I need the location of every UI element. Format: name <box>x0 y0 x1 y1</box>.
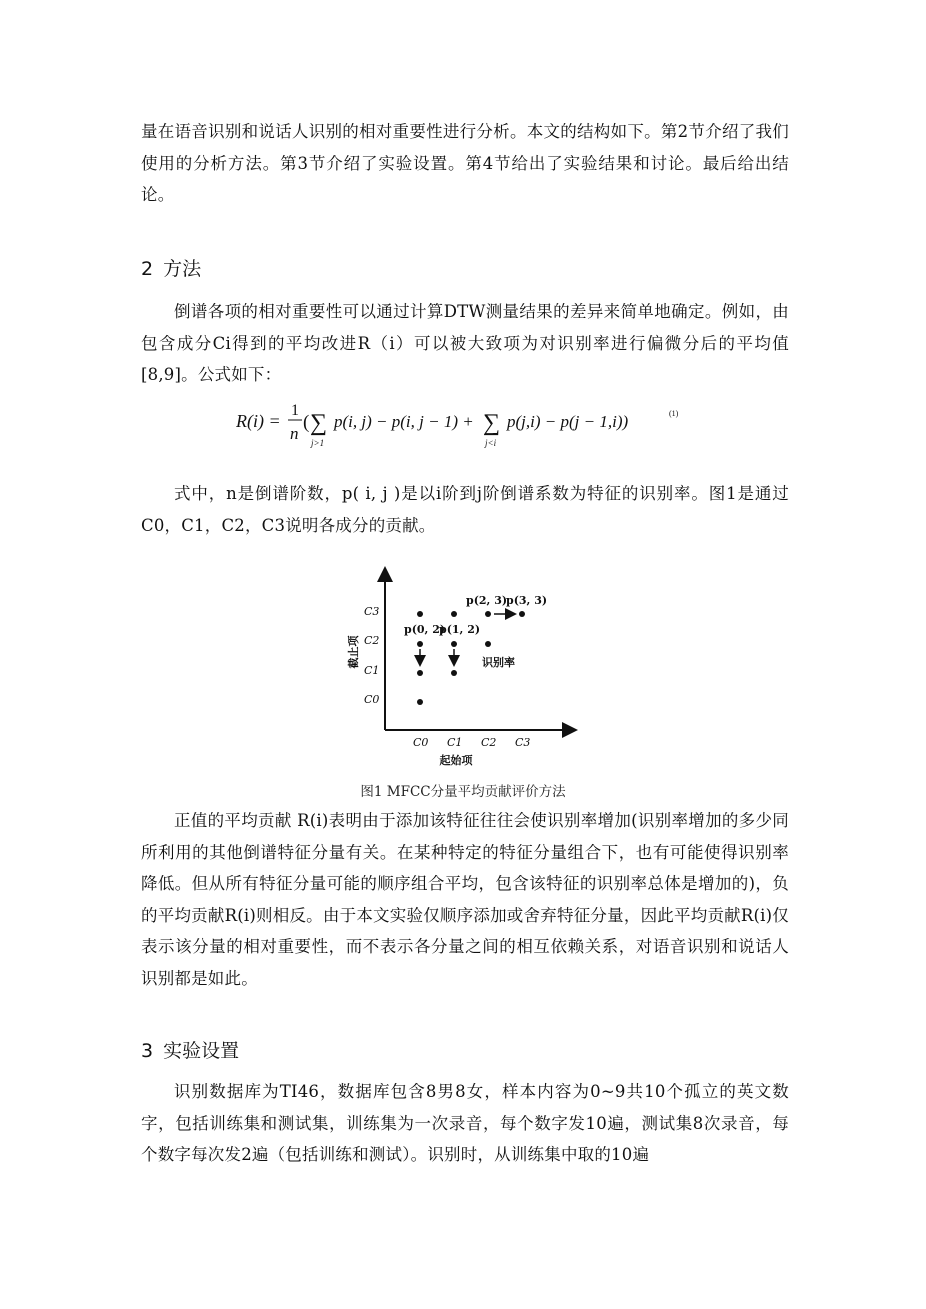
setup-paragraph-1: 识别数据库为TI46，数据库包含8男8女，样本内容为0~9共10个孤立的英文数字，包括训练集和测试集，训练集为一次录音，每个数字发10遍，测试集8次录音，每个数字每次发2遍（包括训练和测试）。识别时，从训练集中取的10遍 <box>141 1082 789 1164</box>
label-p12: p(1, 2) <box>439 623 481 636</box>
point-0-1 <box>417 670 423 676</box>
figure-1-caption: 图1 MFCC分量平均贡献评价方法 <box>360 784 566 800</box>
method-paragraph-2: 式中，n是倒谱阶数，p( i, j )是以i阶到j阶倒谱系数为特征的识别率。图1是通过C0，C1，C2，C3说明各成分的贡献。 <box>141 484 789 535</box>
figure-1-diagram <box>340 560 590 772</box>
x-tick-c0: C0 <box>413 736 429 749</box>
equation-term-2: p(j,i) − p(j − 1,i)) <box>507 412 629 431</box>
y-tick-c0: C0 <box>364 693 380 706</box>
point-0-3 <box>417 611 423 617</box>
y-tick-c3: C3 <box>364 605 380 618</box>
section-number: 3 <box>141 1040 154 1062</box>
section-heading-setup <box>141 1036 239 1063</box>
y-tick-c1: C1 <box>364 664 380 677</box>
intro-paragraph-tail: 量在语音识别和说话人识别的相对重要性进行分析。本文的结构如下。第2节介绍了我们使用的分析方法。第3节介绍了实验设置。第4节给出了实验结果和讨论。最后给出结论。 <box>141 122 789 204</box>
label-p02: p(0, 2) <box>404 623 446 636</box>
x-tick-c3: C3 <box>515 736 531 749</box>
x-axis-label: 起始项 <box>439 754 473 767</box>
point-2-3 <box>485 611 491 617</box>
point-0-2 <box>417 641 423 647</box>
sigma-1-subscript: j>1 <box>311 438 325 448</box>
method-paragraph-1: 倒谱各项的相对重要性可以通过计算DTW测量结果的差异来简单地确定。例如，由包含成分Ci得到的平均改进R（i）可以被大致项为对识别率进行偏微分后的平均值[8,9]。公式如下： <box>141 302 789 384</box>
method-paragraph-3: 正值的平均贡献 R(i)表明由于添加该特征往往会使识别率增加(识别率增加的多少同所利用的其他倒谱特征分量有关。在某种特定的特征分量组合下，也有可能使得识别率降低。但从所有特征分量可能的顺序组合平均，包含该特征的识别率总体是增加的)，负的平均贡献R(i)则相反。由于本文实验仅顺序添加或舍弃特征分量，因此平均贡献R(i)仅表示该分量的相对重要性，而不表示各分量之间的相互依赖关系，对语音识别和说话人识别都是如此。 <box>141 811 789 988</box>
point-0-0 <box>417 699 423 705</box>
section-number: 2 <box>141 258 154 280</box>
x-tick-c1: C1 <box>447 736 463 749</box>
y-tick-c2: C2 <box>364 634 380 647</box>
sigma-2: ∑ <box>483 410 501 436</box>
section-heading-method <box>141 254 201 281</box>
x-tick-c2: C2 <box>481 736 497 749</box>
point-1-1 <box>451 670 457 676</box>
equation-term-1: p(i, j) − p(i, j − 1) + <box>334 412 474 431</box>
label-recognition-rate: 识别率 <box>482 656 515 669</box>
open-paren: ( <box>303 412 310 433</box>
point-1-2 <box>451 641 457 647</box>
point-1-3 <box>451 611 457 617</box>
section-title: 方法 <box>163 258 202 280</box>
sigma-1: ∑ <box>310 410 328 436</box>
fraction-numerator: 1 <box>291 402 299 419</box>
equation-1 <box>236 398 696 456</box>
point-3-3 <box>519 611 525 617</box>
section-title: 实验设置 <box>163 1040 240 1062</box>
fraction-denominator: n <box>290 424 299 443</box>
point-2-2 <box>485 641 491 647</box>
label-p23: p(2, 3) <box>466 594 508 607</box>
sigma-2-subscript: j<i <box>485 438 497 448</box>
y-axis-label: 截止项 <box>347 635 360 669</box>
equation-lhs: R(i) = <box>236 411 281 431</box>
equation-number: (1) <box>669 409 679 418</box>
label-p33: p(3, 3) <box>506 594 548 607</box>
